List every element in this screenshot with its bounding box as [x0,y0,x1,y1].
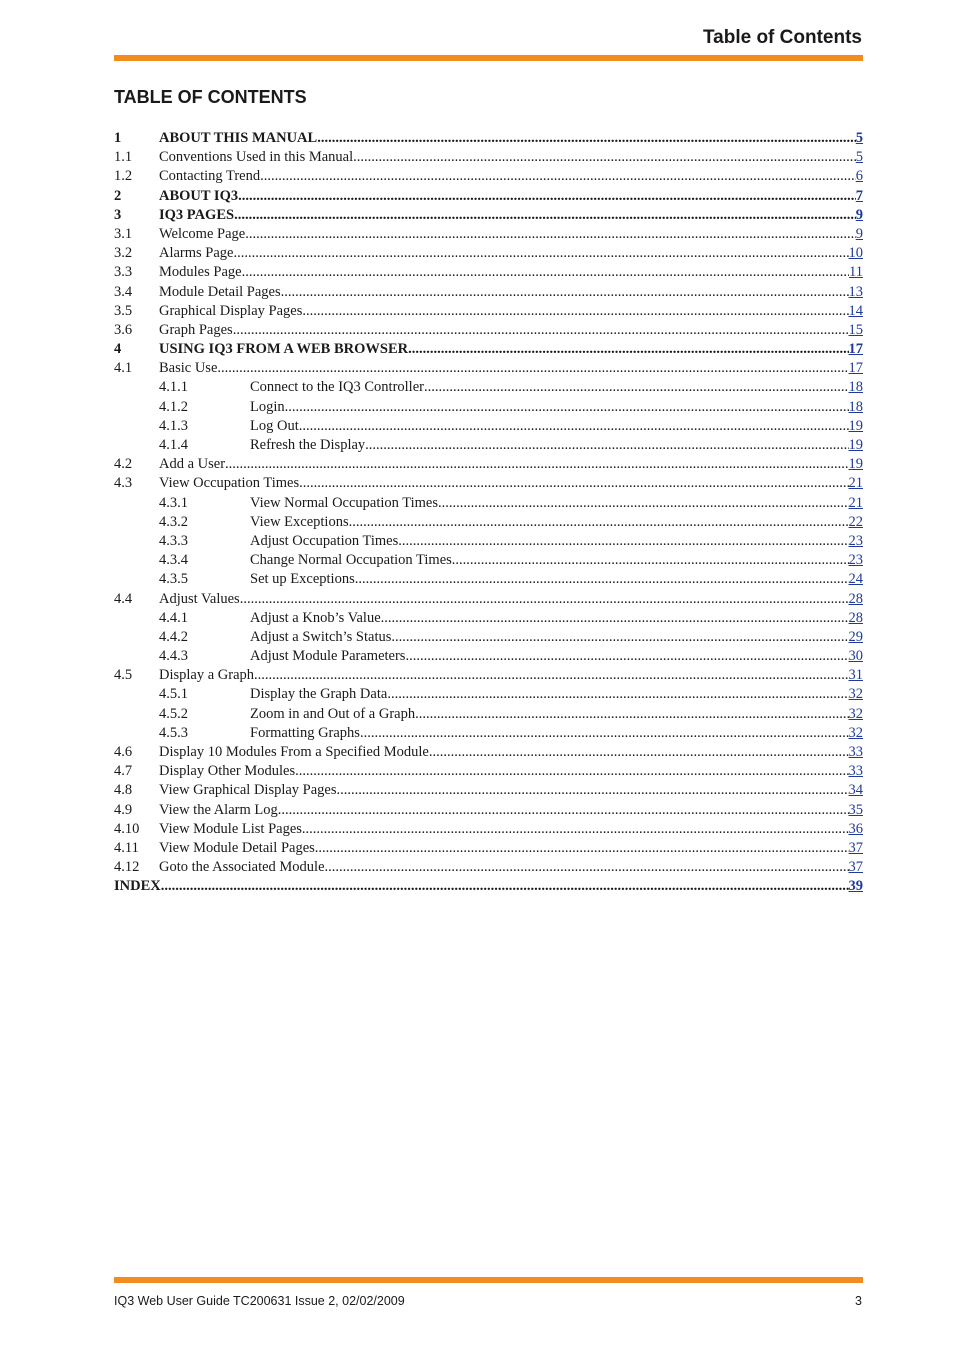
toc-page-link[interactable]: 19 [848,456,863,473]
toc-entry-number: 2 [114,187,122,204]
toc-page-link[interactable]: 24 [848,571,863,588]
toc-entry[interactable] [114,628,863,647]
toc-dot-leader [349,513,849,532]
toc-dot-leader [438,494,848,513]
toc-page-link[interactable]: 32 [848,705,863,722]
toc-entry-title: Connect to the IQ3 Controller [250,379,424,396]
toc-entry-number: 4.4.2 [159,628,188,645]
toc-dot-leader [387,685,848,704]
toc-page-link[interactable]: 37 [848,839,863,856]
toc-entry-number: 4.4 [114,590,133,607]
toc-entry-title: ABOUT IQ3 [159,187,239,204]
toc-entry[interactable] [114,781,863,800]
toc-page-link[interactable]: 28 [848,590,863,607]
toc-entry-number: 4 [114,341,122,358]
toc-entry[interactable] [114,244,863,263]
toc-page-link[interactable]: 34 [848,782,863,799]
toc-entry-number: 4.1.3 [159,417,188,434]
toc-page-link[interactable]: 6 [855,168,863,185]
toc-dot-leader [299,417,849,436]
toc-page-link[interactable]: 15 [848,321,863,338]
toc-page-link[interactable]: 35 [848,801,863,818]
toc-page-link[interactable]: 21 [848,475,863,492]
toc-entry-title: INDEX [114,878,161,895]
toc-dot-leader [398,532,848,551]
toc-entry-number: 4.11 [114,839,139,856]
toc-entry[interactable] [114,762,863,781]
toc-entry-title: Contacting Trend [159,168,261,185]
toc-entry[interactable] [114,705,863,724]
toc-dot-leader [405,647,848,666]
toc-entry-title: Log Out [250,417,299,434]
toc-entry-number: 4.2 [114,456,133,473]
toc-dot-leader [353,148,856,167]
toc-entry-number: 3.4 [114,283,133,300]
toc-entry-title: Add a User [159,456,226,473]
toc-entry-title: View Module List Pages [159,820,302,837]
toc-entry-title: Conventions Used in this Manual [159,149,354,166]
toc-dot-leader [234,244,849,263]
toc-entry-number: 4.10 [114,820,140,837]
toc-entry[interactable] [114,398,863,417]
toc-dot-leader [337,781,849,800]
toc-dot-leader [452,551,849,570]
toc-page-link[interactable]: 32 [848,686,863,703]
toc-entry[interactable] [114,685,863,704]
toc-page-link[interactable]: 23 [848,552,863,569]
toc-entry[interactable] [114,513,863,532]
toc-dot-leader [161,877,849,896]
toc-entry[interactable] [114,877,863,896]
toc-page-link[interactable]: 22 [848,513,863,530]
toc-entry-title: Adjust Module Parameters [250,648,406,665]
toc-entry-number: 3.3 [114,264,133,281]
toc-dot-leader [415,705,848,724]
toc-entry-number: 1.1 [114,149,133,166]
toc-entry[interactable] [114,148,863,167]
toc-page-link[interactable]: 30 [848,648,863,665]
toc-dot-leader [238,187,856,206]
toc-dot-leader [302,820,849,839]
toc-dot-leader [217,359,848,378]
toc-entry-number: 4.9 [114,801,133,818]
toc-entry-number: 1 [114,130,122,146]
toc-entry[interactable] [114,321,863,340]
toc-dot-leader [285,398,849,417]
toc-page-link[interactable]: 9 [855,225,863,242]
toc-dot-leader [281,283,849,302]
toc-entry[interactable] [114,820,863,839]
toc-page-link[interactable]: 19 [848,417,863,434]
toc-entry[interactable] [114,474,863,493]
toc-entry-title: Adjust Values [159,590,240,607]
toc-page-link[interactable]: 13 [848,283,863,300]
toc-page-link[interactable]: 28 [848,609,863,626]
toc-entry[interactable] [114,743,863,762]
toc-dot-leader [424,378,849,397]
toc-entry-number: 4.1.4 [159,437,188,453]
toc-entry-title: Graphical Display Pages [159,302,303,319]
toc-entry[interactable] [114,532,863,551]
footer-page-number: 3 [855,1294,862,1308]
toc-entry-title: Refresh the Display [250,437,366,453]
toc-entry[interactable] [114,225,863,244]
toc-page-link[interactable]: 39 [848,878,863,895]
toc-dot-leader [299,474,848,493]
toc-page-link[interactable]: 5 [855,130,863,146]
toc-entry-number: 1.2 [114,168,133,185]
toc-page-link[interactable]: 11 [849,264,863,281]
toc-entry-title: ABOUT THIS MANUAL [159,130,318,146]
toc-entry-number: 3.5 [114,302,133,319]
toc-entry-title: USING IQ3 FROM A WEB BROWSER [159,341,409,358]
toc-page-link[interactable]: 19 [848,437,863,453]
toc-entry-title: Adjust Occupation Times [250,532,399,549]
toc-entry[interactable] [114,801,863,820]
toc-dot-leader [302,302,848,321]
toc-dot-leader [260,167,856,186]
toc-entry-number: 4.5.1 [159,686,188,703]
toc-entry-title: Login [250,398,285,415]
toc-entry[interactable] [114,724,863,743]
toc-dot-leader [355,570,849,589]
toc-dot-leader [240,590,849,609]
toc-entry-title: View the Alarm Log [159,801,278,818]
toc-entry-number: 3.1 [114,225,133,242]
header-rule [114,55,863,61]
toc-entry-title: View Exceptions [250,513,349,530]
running-header-title: Table of Contents [702,27,862,48]
toc-entry-number: 4.1.1 [159,379,188,396]
toc-entry-title: Display a Graph [159,667,255,684]
toc-entry[interactable] [114,263,863,282]
toc-entry-title: Display the Graph Data [250,686,388,703]
toc-entry-title: View Module Detail Pages [159,839,315,856]
toc-page-link[interactable]: 18 [848,398,863,415]
toc-entry[interactable] [114,417,863,436]
toc-entry-number: 4.8 [114,782,133,799]
toc-entry-title: Formatting Graphs [250,724,360,741]
toc-entry-title: Alarms Page [159,245,234,262]
toc-entry-number: 4.12 [114,859,140,876]
toc-entry-number: 4.3.2 [159,513,188,530]
toc-page-link[interactable]: 33 [848,744,863,760]
toc-entry[interactable] [114,494,863,513]
toc-entry-title: Module Detail Pages [159,283,281,300]
toc-dot-leader [254,666,848,685]
footer-document-info: IQ3 Web User Guide TC200631 Issue 2, 02/02/2009 [114,1294,405,1308]
toc-entry[interactable] [114,666,863,685]
toc-entry[interactable] [114,570,863,589]
toc-entry[interactable] [114,167,863,186]
toc-dot-leader [391,628,848,647]
toc-entry-number: 4.6 [114,744,133,760]
toc-page-link[interactable]: 17 [848,341,863,358]
toc-entry-number: 3.6 [114,321,133,338]
toc-entry-title: Adjust a Knob’s Value [250,609,381,626]
toc-entry[interactable] [114,839,863,858]
toc-entry[interactable] [114,436,863,455]
toc-entry-number: 4.3 [114,475,133,492]
toc-entry-number: 3.2 [114,245,133,262]
toc-dot-leader [429,743,849,762]
toc-dot-leader [317,129,856,148]
toc-entry-title: Display 10 Modules From a Specified Module [159,744,429,760]
toc-dot-leader [225,455,848,474]
toc-entry-number: 4.1.2 [159,398,188,415]
toc-page-link[interactable]: 17 [848,360,863,377]
toc-entry-number: 4.5.3 [159,724,188,741]
toc-entry[interactable] [114,551,863,570]
toc-entry-number: 4.7 [114,763,133,780]
toc-entry[interactable] [114,455,863,474]
toc-entry-title: Display Other Modules [159,763,296,780]
toc-entry-number: 4.4.1 [159,609,188,626]
toc-page-link[interactable]: 37 [848,859,863,876]
toc-page-link[interactable]: 21 [848,494,863,511]
toc-entry-title: Adjust a Switch’s Status [250,628,392,645]
toc-dot-leader [315,839,849,858]
toc-page-link[interactable]: 7 [855,187,863,204]
toc-page-link[interactable]: 14 [848,302,863,319]
toc-dot-leader [360,724,849,743]
toc-entry[interactable] [114,340,863,359]
toc-page-link[interactable]: 29 [848,628,863,645]
toc-entry[interactable] [114,858,863,877]
toc-entry-title: View Occupation Times [159,475,300,492]
toc-page-link[interactable]: 9 [855,206,863,223]
toc-entry-title: Zoom in and Out of a Graph [250,705,416,722]
toc-heading: TABLE OF CONTENTS [114,87,307,107]
toc-entry-number: 3 [114,206,122,223]
toc-page-link[interactable]: 18 [848,379,863,396]
toc-entry-title: View Normal Occupation Times [250,494,439,511]
toc-entry-title: Change Normal Occupation Times [250,552,452,569]
toc-entry-number: 4.4.3 [159,648,188,665]
toc-entry-title: Modules Page [159,264,242,281]
toc-entry-title: Graph Pages [159,321,233,338]
toc-entry[interactable] [114,647,863,666]
toc-entry-number: 4.3.1 [159,494,188,511]
toc-entry-number: 4.3.4 [159,552,188,569]
toc-dot-leader [295,762,848,781]
toc-entry-title: Basic Use [159,360,218,377]
toc-entry-number: 4.5 [114,667,133,684]
toc-entry-title: Welcome Page [159,225,246,242]
table-of-contents [114,129,863,897]
toc-entry-number: 4.5.2 [159,705,188,722]
toc-entry[interactable] [114,129,863,148]
toc-entry[interactable] [114,378,863,397]
toc-entry-number: 4.3.5 [159,571,188,588]
toc-dot-leader [242,263,849,282]
toc-entry-title: View Graphical Display Pages [159,782,337,799]
toc-entry[interactable] [114,302,863,321]
toc-dot-leader [278,801,849,820]
toc-entry[interactable] [114,590,863,609]
toc-entry[interactable] [114,283,863,302]
toc-entry-title: IQ3 PAGES [159,206,235,223]
toc-page-link[interactable]: 32 [848,724,863,741]
toc-entry[interactable] [114,359,863,378]
toc-dot-leader [365,436,848,455]
toc-dot-leader [381,609,849,628]
toc-entry-title: Set up Exceptions [250,571,355,588]
toc-page-link[interactable]: 33 [848,763,863,780]
toc-page-link[interactable]: 10 [848,245,863,262]
toc-entry[interactable] [114,206,863,225]
toc-entry-title: Goto the Associated Module [159,859,325,876]
toc-entry[interactable] [114,609,863,628]
toc-entry[interactable] [114,187,863,206]
toc-page-link[interactable]: 23 [848,532,863,549]
toc-page-link[interactable]: 5 [855,149,863,166]
toc-page-link[interactable]: 36 [848,820,863,837]
toc-entry-number: 4.3.3 [159,532,188,549]
toc-entry-number: 4.1 [114,360,133,377]
toc-dot-leader [245,225,856,244]
footer-rule [114,1277,863,1283]
toc-dot-leader [325,858,849,877]
toc-dot-leader [234,206,856,225]
toc-dot-leader [233,321,849,340]
toc-page-link[interactable]: 31 [848,667,863,684]
toc-dot-leader [408,340,848,359]
